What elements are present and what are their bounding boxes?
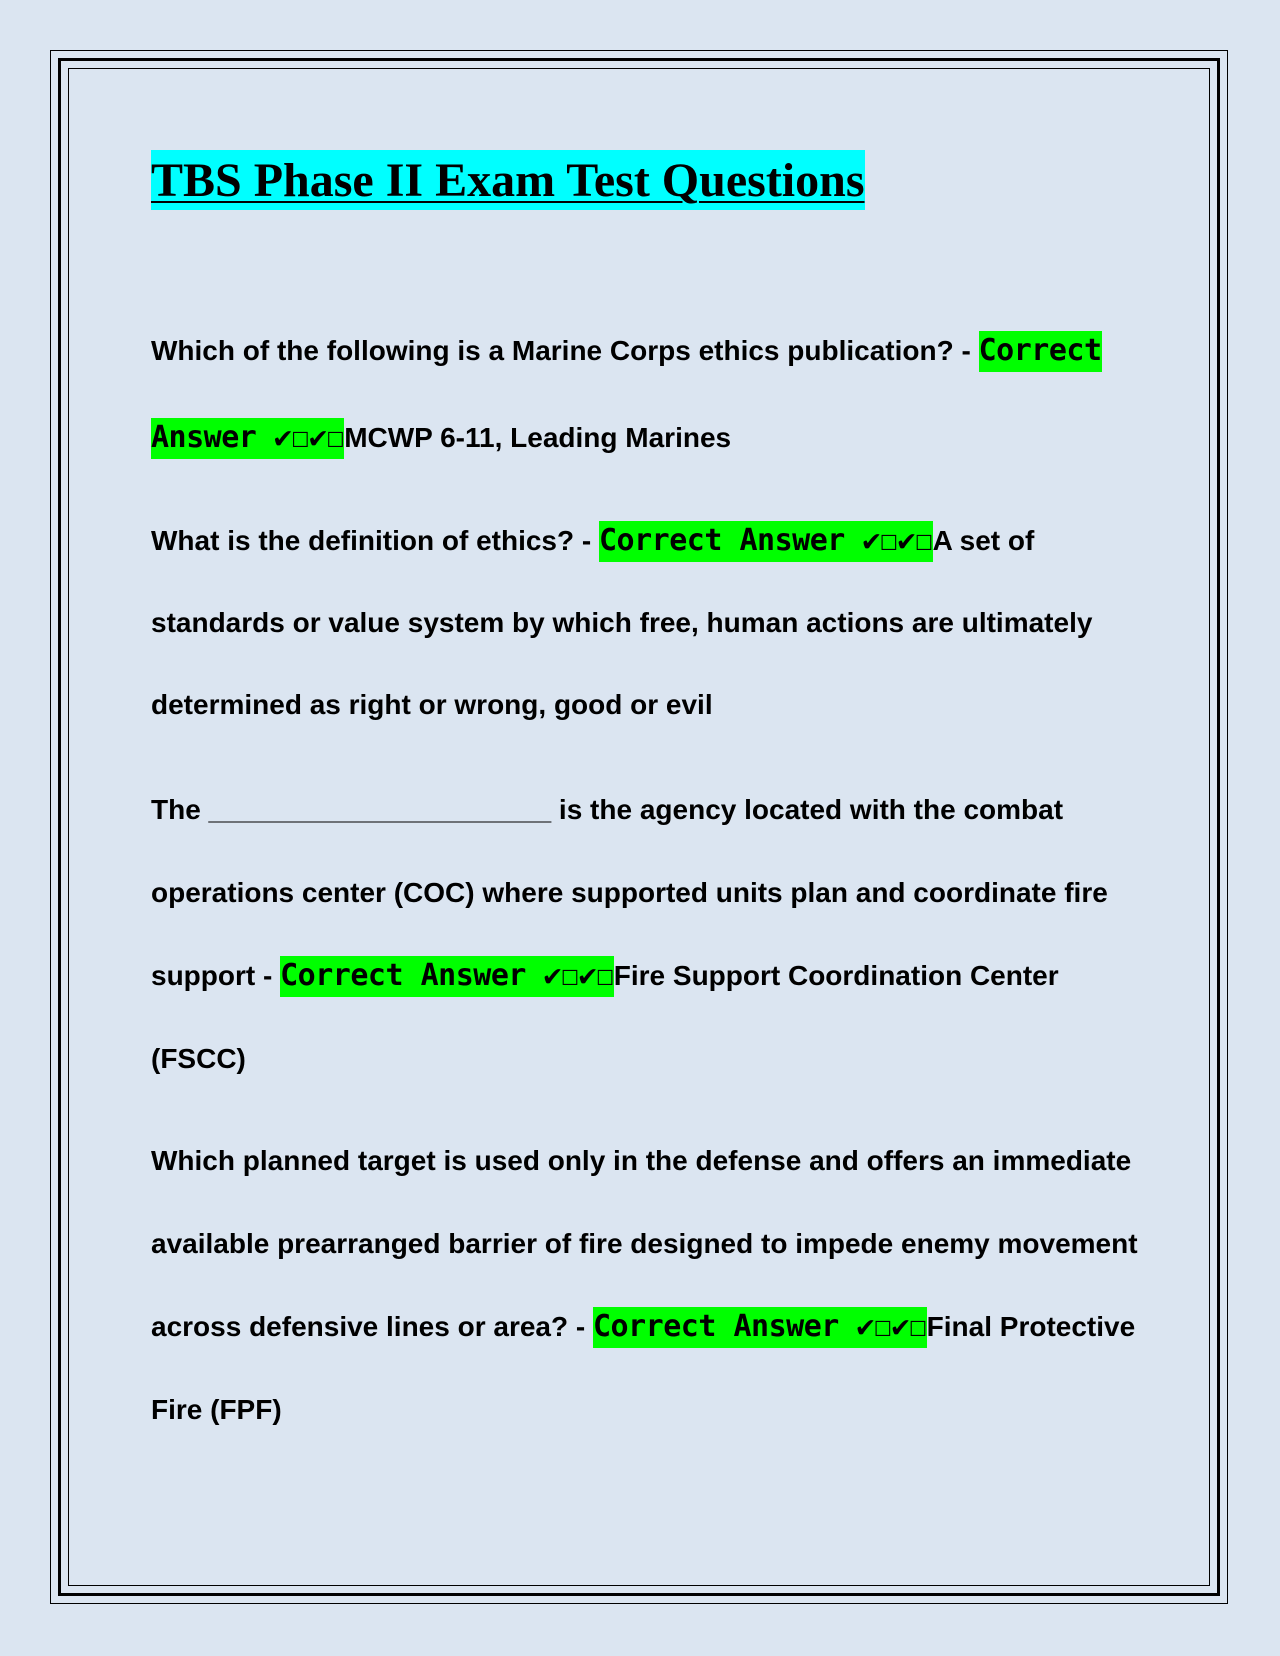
qa-item <box>151 768 1141 1100</box>
question-text: Which of the following is a Marine Corps ethics publication? - <box>151 335 979 366</box>
qa-item <box>151 500 1141 746</box>
qa-item <box>151 1119 1141 1451</box>
answer-text: Fire Support Coordination Center (FSCC) <box>151 960 1059 1074</box>
answer-text: A set of standards or value system by which free, human actions are ultimately determined as right or wrong, good or evil <box>151 525 1093 720</box>
question-text: The ______________________ is the agency located with the combat operations center (COC) where supported units plan and coordinate fire support - <box>151 794 1108 991</box>
correct-answer-marker: Correct Answer ✔☐✔☐ <box>599 521 933 562</box>
correct-answer-marker: Correct Answer ✔☐✔☐ <box>593 1307 927 1348</box>
document-title: TBS Phase II Exam Test Questions <box>151 150 865 210</box>
answer-text: MCWP 6-11, Leading Marines <box>344 422 732 453</box>
question-text: What is the definition of ethics? - <box>151 525 599 556</box>
question-text: Which planned target is used only in the defense and offers an immediate available prearranged barrier of fire designed to impede enemy movement across defensive lines or area? - <box>151 1145 1138 1342</box>
correct-answer-marker: Correct Answer ✔☐✔☐ <box>280 956 614 997</box>
answer-text: Final Protective Fire (FPF) <box>151 1311 1136 1425</box>
correct-answer-marker: Correct Answer ✔☐✔☐ <box>151 331 1102 459</box>
qa-item <box>151 307 1141 481</box>
